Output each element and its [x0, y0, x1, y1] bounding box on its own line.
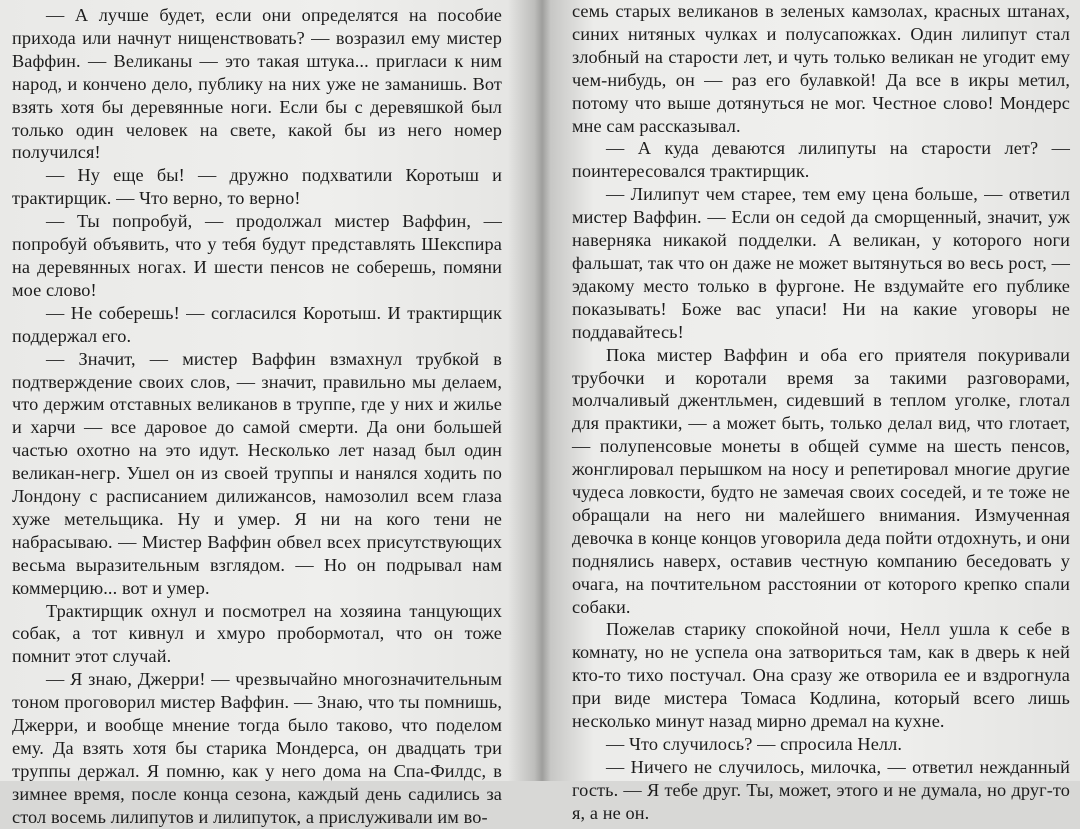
right-page	[572, 0, 1070, 823]
paragraph: — А куда деваются лилипуты на старости лет? — поинтересовался трактирщик.	[572, 138, 1070, 182]
left-page-text	[12, 0, 502, 829]
paragraph: — А лучше будет, если они определятся на пособие прихода или начнут нищенствовать? — возразил ему мистер Ваффин. — Великаны — это такая штука... пригласи к ним народ, и кончено дело, публику на них уже не заманишь. Вот взять хотя бы деревянные ноги. Если бы с деревяшкой был только один человек на свете, какой бы из него номер получился!	[12, 5, 502, 163]
paragraph: Пожелав старику спокойной ночи, Нелл ушла к себе в комнату, но не успела она затвориться там, как в дверь к ней кто-то тихо постучал. Она сразу же отворила ее и вздрогнула при виде мистера Томаса Кодлина, который всего лишь несколько минут назад мирно дремал на кухне.	[572, 619, 1070, 732]
right-page-text	[572, 0, 1070, 825]
paragraph: — Лилипут чем старее, тем ему цена больше, — ответил мистер Ваффин. — Если он седой да сморщенный, значит, уж наверняка никакой подделки. А великан, у которого ноги фальшат, так что он даже не может вытянуться во весь рост, — эдакому место только в фургоне. Не вздумайте его публике показывать! Боже вас упаси! Ни на какие уговоры не поддавайтесь!	[572, 184, 1070, 342]
paragraph: — Ты попробуй, — продолжал мистер Ваффин, — попробуй объявить, что у тебя будут представлять Шекспира на деревянных ногах. И шести пенсов не соберешь, помяни мое слово!	[12, 211, 502, 300]
paragraph: — Значит, — мистер Ваффин взмахнул трубкой в подтверждение своих слов, — значит, правильно мы делаем, что держим отставных великанов в труппе, где у них и жилье и харчи — все даровое до самой смерти. Да они большей частью охотно на это идут. Несколько лет назад был один великан-негр. Ушел он из своей труппы и нанялся ходить по Лондону с расписанием дилижансов, намозолил всем глаза хуже метельщика. Ну и умер. Я ни на кого тени не набрасываю. — Мистер Ваффин обвел всех присутствующих весьма выразительным взглядом. — Но он подрывал нам коммерцию... вот и умер.	[12, 348, 502, 598]
paragraph-continuation: семь старых великанов в зеленых камзолах, красных штанах, синих нитяных чулках и полусапожках. Один лилипут стал злобный на старости лет, и чуть только великан не угодит ему чем-нибудь, он — раз его булавкой! Да все в икры метил, потому что выше дотянуться не мог. Честное слово! Мондерс мне сам рассказывал.	[572, 1, 1070, 136]
paragraph: — Ну еще бы! — дружно подхватили Коротыш и трактирщик. — Что верно, то верно!	[12, 165, 502, 209]
paragraph: — Что случилось? — спросила Нелл.	[606, 734, 903, 754]
paragraph: Трактирщик охнул и посмотрел на хозяина танцующих собак, а тот кивнул и хмуро пробормотал, что он тоже помнит этот случай.	[12, 600, 502, 667]
paragraph: — Ничего не случилось, милочка, — ответил нежданный гость. — Я тебе друг. Ты, может, этого и не думала, но друг-то я, а не он.	[572, 756, 1070, 823]
paragraph: — Я знаю, Джерри! — чрезвычайно многозначительным тоном проговорил мистер Ваффин. — Знаю, что ты помнишь, Джерри, и вообще мнение тогда было таково, что поделом ему. Да взять хотя бы старика Мондерса, он двадцать три труппы держал. Я помню, как у него дома на Спа-Филдс, в зимнее время, после конца сезона, каждый день садились за стол восемь лилипутов и лилипуток, а прислуживали им во-	[12, 669, 502, 827]
paragraph: Пока мистер Ваффин и оба его приятеля покуривали трубочки и коротали время за такими разговорами, молчаливый джентльмен, сидевший в теплом уголке, глотал для практики, — а может быть, только делал вид, что глотает, — полупенсовые монеты в общей сумме на шесть пенсов, жонглировал перышком на носу и репетировал многие другие чудеса ловкости, будто не замечая своих соседей, и те тоже не обращали на него ни малейшего внимания. Измученная девочка в конце концов уговорила деда пойти отдохнуть, и они поднялись наверх, оставив честную компанию беседовать у очага, на почтительном расстоянии от которого крепко спали собаки.	[572, 344, 1070, 617]
left-page	[12, 0, 502, 827]
paragraph: — Не соберешь! — согласился Коротыш. И трактирщик поддержал его.	[12, 302, 502, 346]
